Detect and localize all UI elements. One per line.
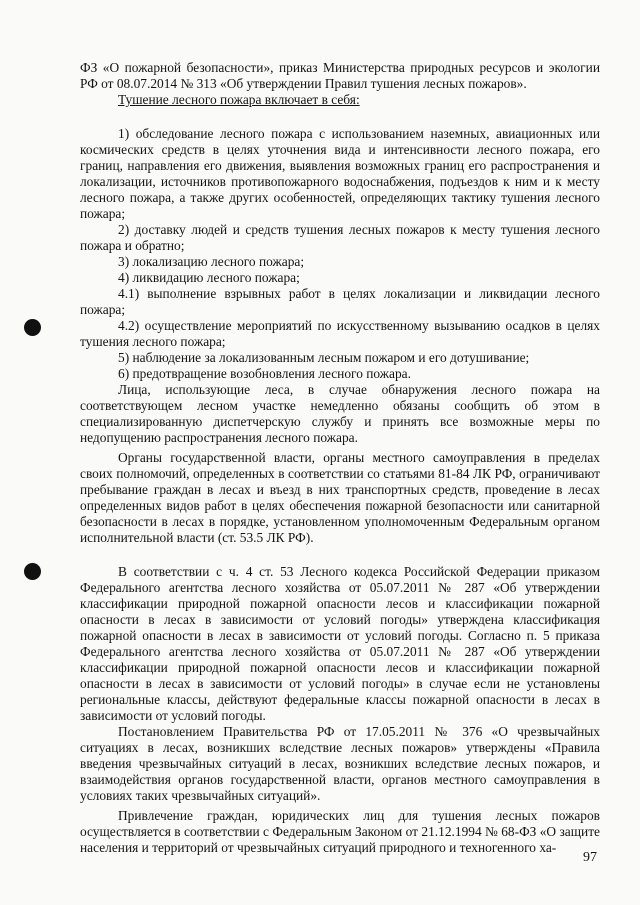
paragraph-intro: ФЗ «О пожарной безопасности», приказ Министерства природных ресурсов и экологии РФ от 08.07.2014 № 313 «Об утверждении Правил тушения лесных пожаров». [80,60,600,91]
list-item: 1) обследование лесного пожара с использованием наземных, авиационных или космических средств в целях уточнения вида и интенсивности лесного пожара, его границ, направления его движения, выявления возможных границ его распространения и локализации, источников противопожарного водоснабжения, подъездов к ним и к месту лесного пожара, а также других особенностей, определяющих тактику тушения лесного пожара; [80,126,600,221]
paragraph: В соответствии с ч. 4 ст. 53 Лесного кодекса Российской Федерации приказом Федерального агентства лесного хозяйства от 05.07.2011 № 287 «Об утверждении классификации природной пожарной опасности лесов и классификации пожарной опасности в лесах в зависимости от условий погоды» утверждена классификация пожарной опасности в лесах в зависимости от условий погоды. Согласно п. 5 приказа Федерального агентства лесного хозяйства от 05.07.2011 № 287 «Об утверждении классификации природной пожарной опасности лесов и классификации пожарной опасности в лесах в зависимости от условий погоды» в случае если не установлены региональные классы, действуют федеральные классы пожарной опасности в лесах в зависимости от условий погоды. [80,564,600,723]
binder-hole [24,319,41,336]
binder-hole [24,563,41,580]
list-item: 3) локализацию лесного пожара; [118,254,305,269]
section-heading: Тушение лесного пожара включает в себя: [118,92,360,107]
list-item: 4) ликвидацию лесного пожара; [118,270,300,285]
list-item: 2) доставку людей и средств тушения лесных пожаров к месту тушения лесного пожара и обратно; [80,222,600,253]
list-item: 5) наблюдение за локализованным лесным пожаром и его дотушивание; [118,350,530,365]
paragraph: Лица, использующие леса, в случае обнаружения лесного пожара на соответствующем лесном участке немедленно обязаны сообщить об этом в специализированную диспетчерскую службу и принять все возможные меры по недопущению распространения лесного пожара. [80,382,600,445]
list-item: 4.2) осуществление мероприятий по искусственному вызыванию осадков в целях тушения лесного пожара; [80,318,600,349]
page-number: 97 [583,850,597,865]
body-text [80,60,600,856]
paragraph: Постановлением Правительства РФ от 17.05.2011 № 376 «О чрезвычайных ситуациях в лесах, возникших вследствие лесных пожаров» утверждены «Правила введения чрезвычайных ситуаций в лесах, возникших вследствие лесных пожаров, и взаимодействия органов государственной власти, органов местного самоуправления в условиях таких чрезвычайных ситуаций». [80,724,600,803]
list-item: 6) предотвращение возобновления лесного пожара. [118,366,411,381]
paragraph: Органы государственной власти, органы местного самоуправления в пределах своих полномочий, определенных в соответствии со статьями 81-84 ЛК РФ, ограничивают пребывание граждан в лесах и въезд в них транспортных средств, проведение в лесах определенных видов работ в целях обеспечения пожарной безопасности или санитарной безопасности в лесах в порядке, установленном уполномоченным Федеральным органом исполнительной власти (ст. 53.5 ЛК РФ). [80,450,600,545]
paragraph: Привлечение граждан, юридических лиц для тушения лесных пожаров осуществляется в соответствии с Федеральным Законом от 21.12.1994 № 68-ФЗ «О защите населения и территорий от чрезвычайных ситуаций природного и техногенного ха- [80,808,600,855]
list-item: 4.1) выполнение взрывных работ в целях локализации и ликвидации лесного пожара; [80,286,600,317]
